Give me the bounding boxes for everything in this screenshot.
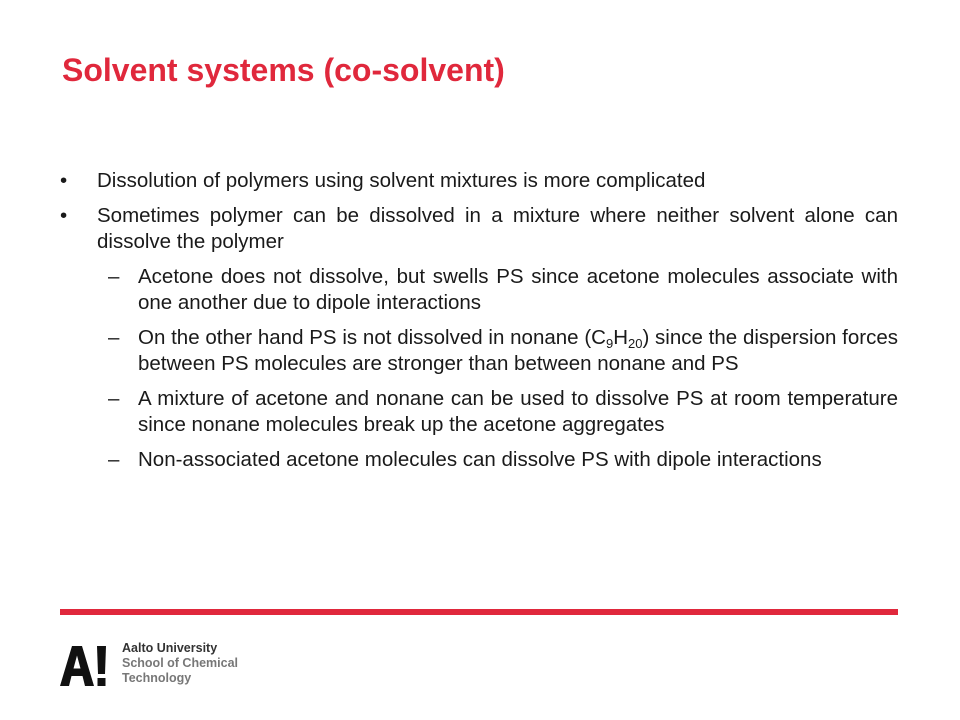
slide-title: Solvent systems (co-solvent) [62, 52, 505, 88]
sub-bullet-marker: – [108, 448, 120, 471]
sub-bullet-text: Acetone does not dissolve, but swells PS since acetone molecules associate with one another due to dipole interactions [138, 265, 898, 314]
formula-subscript: 9 [605, 336, 614, 351]
bullet-marker: • [60, 169, 68, 192]
footer-divider [60, 609, 898, 615]
bullet-text: Dissolution of polymers using solvent mixtures is more complicated [97, 169, 706, 192]
bullet-text: Sometimes polymer can be dissolved in a mixture where neither solvent alone can dissolve the polymer [97, 204, 898, 253]
sub-bullet-item [108, 264, 898, 316]
sub-bullet-item [108, 447, 898, 473]
organization-name [122, 641, 238, 686]
school-name-line2: Technology [122, 671, 192, 685]
slide-content [60, 168, 898, 473]
sub-bullet-marker: – [108, 387, 120, 410]
formula-subscript: 20 [628, 336, 643, 351]
bullet-marker: • [60, 204, 68, 227]
sub-bullet-marker: – [108, 265, 120, 288]
school-name-line1: School of Chemical [122, 656, 238, 670]
nonane-text-prefix: On the other hand PS is not dissolved in nonane (C [138, 326, 606, 349]
sub-bullet-item [108, 386, 898, 438]
bullet-item [60, 203, 898, 255]
sub-bullet-text: A mixture of acetone and nonane can be used to dissolve PS at room temperature since nonane molecules break up the acetone aggregates [138, 387, 898, 436]
formula-element: H [613, 326, 628, 349]
sub-bullet-text [138, 325, 898, 377]
sub-bullet-item [108, 325, 898, 377]
aalto-logo [60, 646, 120, 686]
sub-bullet-text: Non-associated acetone molecules can dissolve PS with dipole interactions [138, 448, 822, 471]
sub-bullet-marker: – [108, 326, 120, 349]
bullet-item [60, 168, 898, 194]
nonane-text-suffix: ) since the dispersion forces between PS molecules are stronger than between nonane and PS [138, 326, 898, 375]
university-name: Aalto University [122, 641, 218, 655]
